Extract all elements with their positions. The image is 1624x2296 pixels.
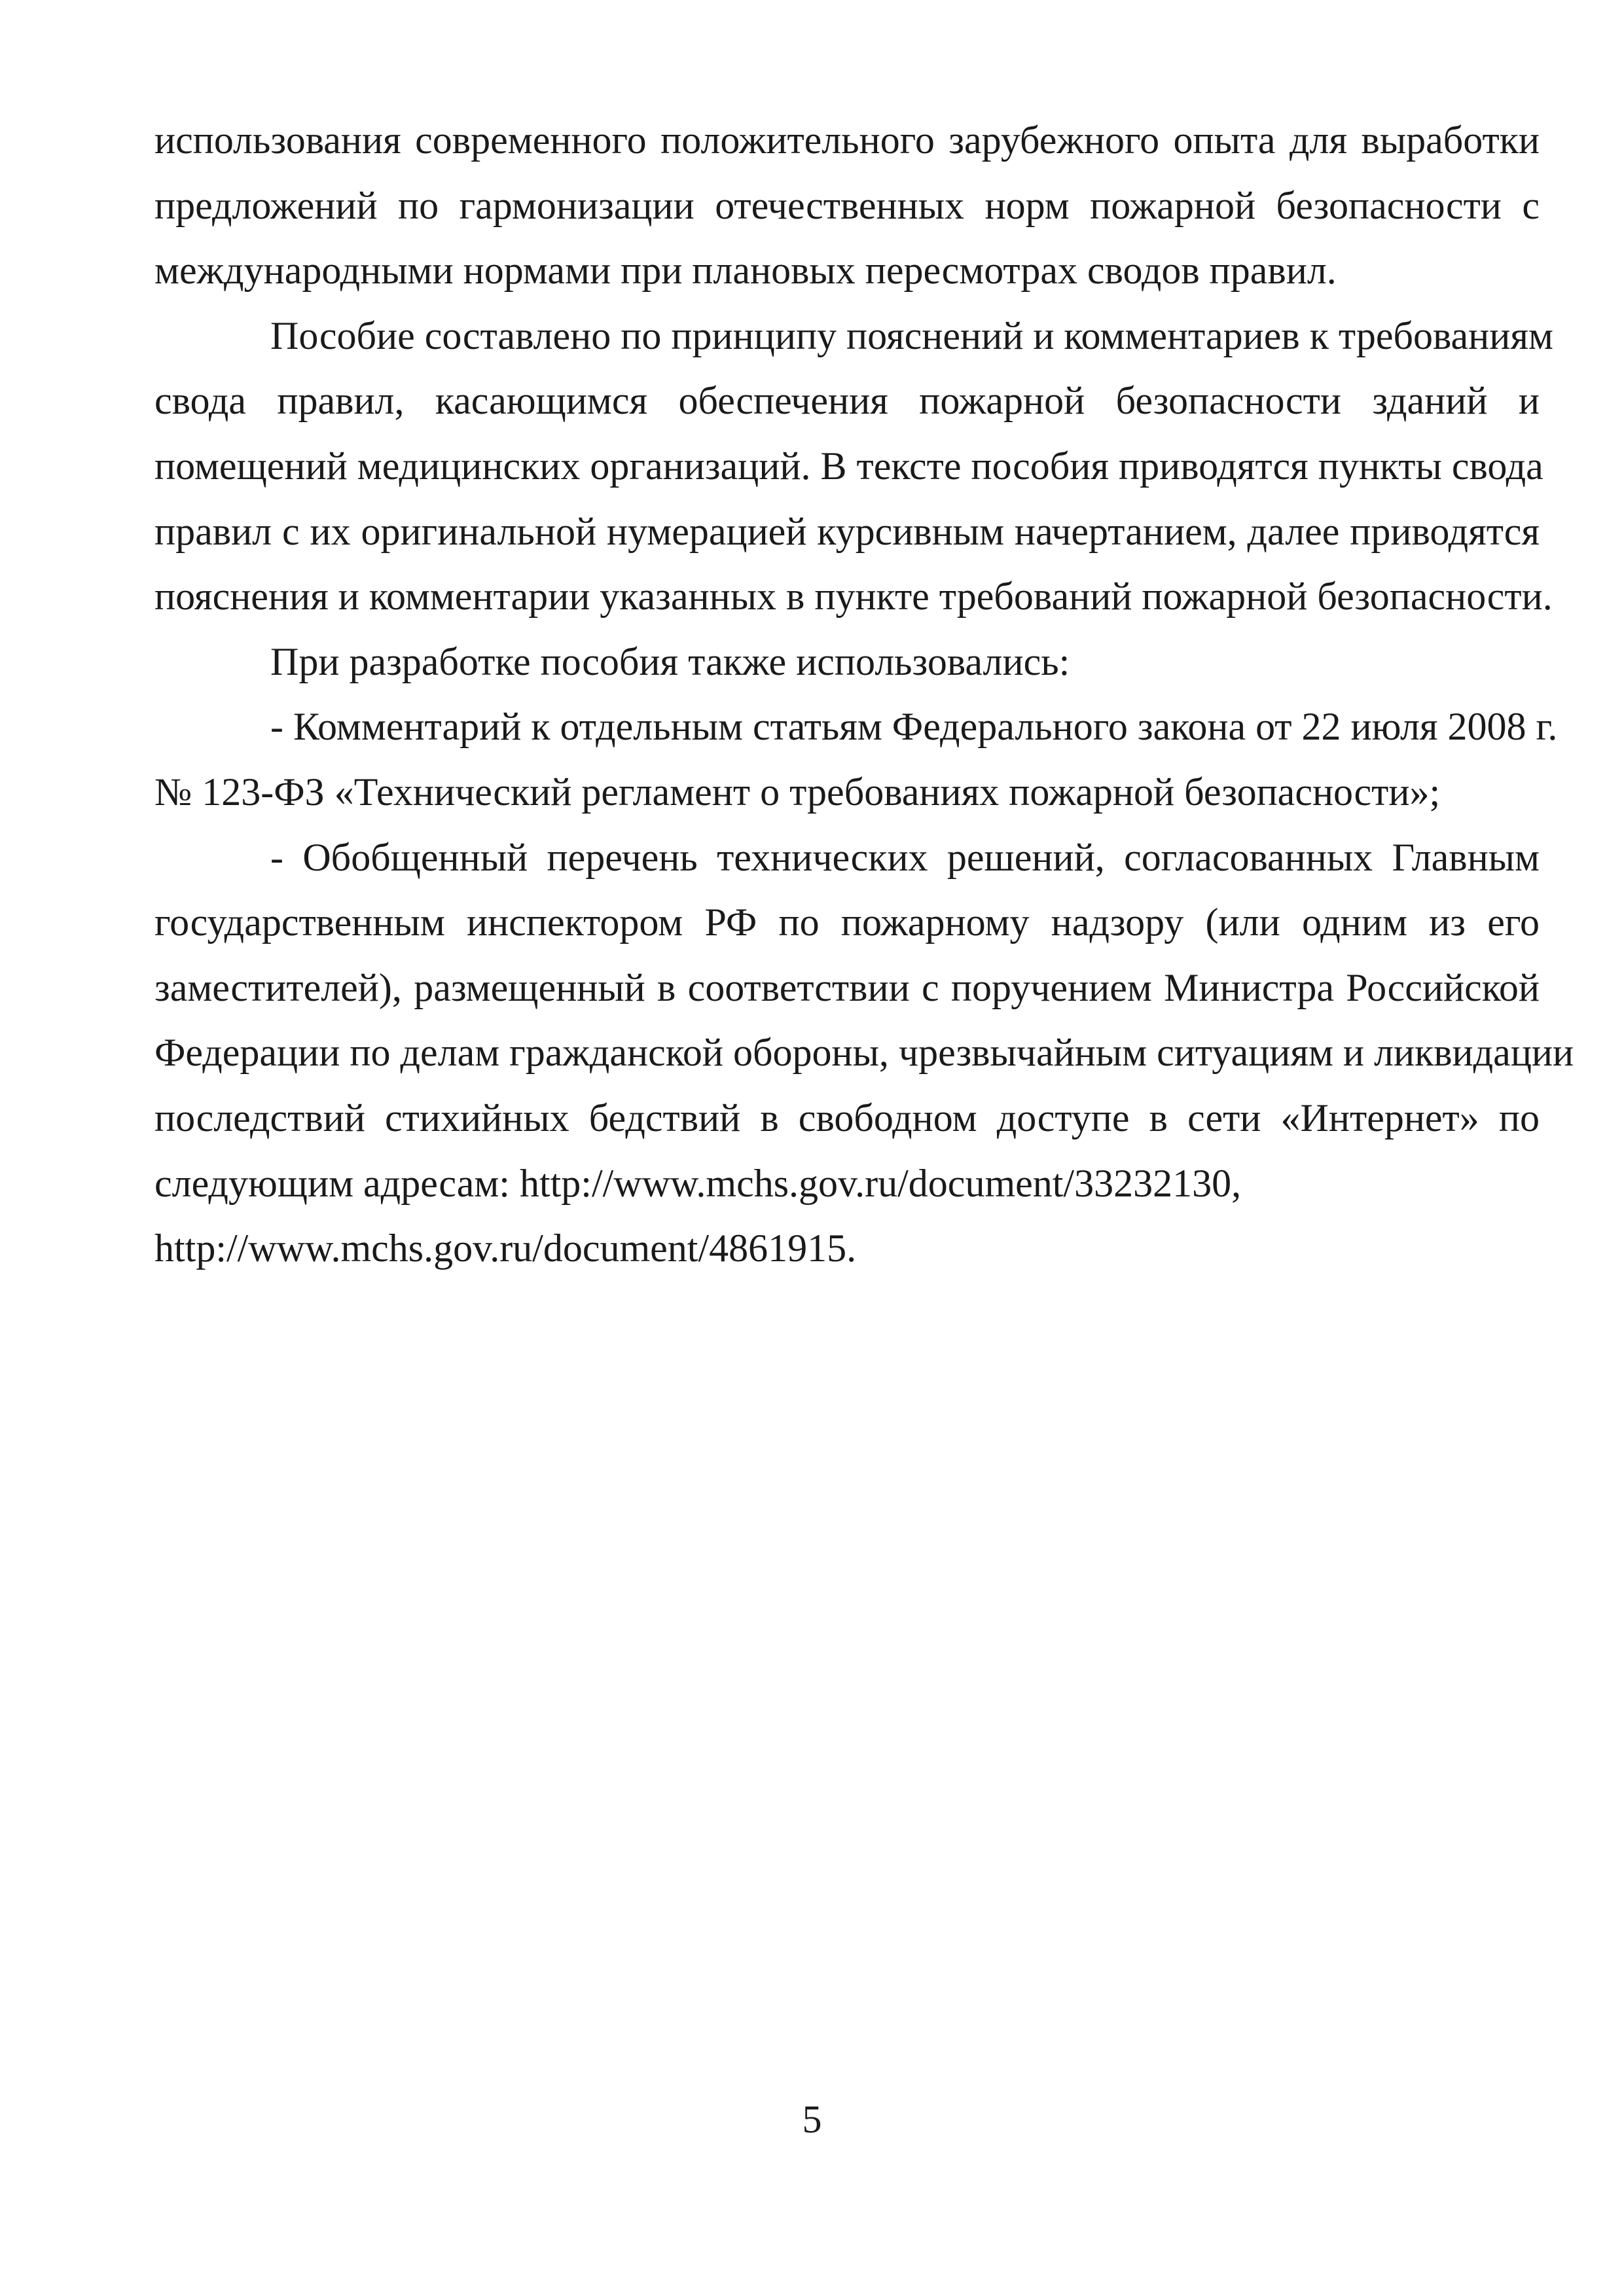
text-line: Федерации по делам гражданской обороны, чрезвычайным ситуациям и ликвидации — [154, 1031, 1574, 1075]
text-line: предложений по гармонизации отечественных норм пожарной безопасности с — [154, 183, 1540, 227]
text-line: пояснения и комментарии указанных в пункте требований пожарной безопасности. — [154, 575, 1553, 619]
text-line: государственным инспектором РФ по пожарному надзору (или одним из его — [154, 901, 1540, 944]
text-line: международными нормами при плановых пересмотрах сводов правил. — [154, 249, 1337, 293]
text-line: помещений медицинских организаций. В тексте пособия приводятся пункты свода — [154, 444, 1543, 488]
text-line: Пособие составлено по принципу пояснений и комментариев к требованиям — [270, 314, 1553, 357]
text-line: - Обобщенный перечень технических решений, согласованных Главным — [270, 835, 1540, 879]
text-line: правил с их оригинальной нумерацией курсивным начертанием, далее приводятся — [154, 509, 1540, 553]
text-line: - Комментарий к отдельным статьям Федерального закона от 22 июля 2008 г. — [270, 705, 1558, 749]
text-line: http://www.mchs.gov.ru/document/4861915. — [154, 1227, 857, 1270]
text-line: последствий стихийных бедствий в свободном доступе в сети «Интернет» по — [154, 1096, 1540, 1139]
text-line: свода правил, касающимся обеспечения пожарной безопасности зданий и — [154, 379, 1540, 423]
text-line: следующим адресам: http://www.mchs.gov.ru/document/33232130, — [154, 1161, 1242, 1205]
page-number: 5 — [802, 2098, 822, 2141]
text-line: № 123-ФЗ «Технический регламент о требованиях пожарной безопасности»; — [154, 770, 1441, 814]
text-line: заместителей), размещенный в соответствии с поручением Министра Российской — [154, 965, 1540, 1009]
text-line: При разработке пособия также использовались: — [270, 639, 1070, 683]
text-line: использования современного положительного зарубежного опыта для выработки — [154, 118, 1540, 162]
body-text — [154, 108, 1574, 1282]
